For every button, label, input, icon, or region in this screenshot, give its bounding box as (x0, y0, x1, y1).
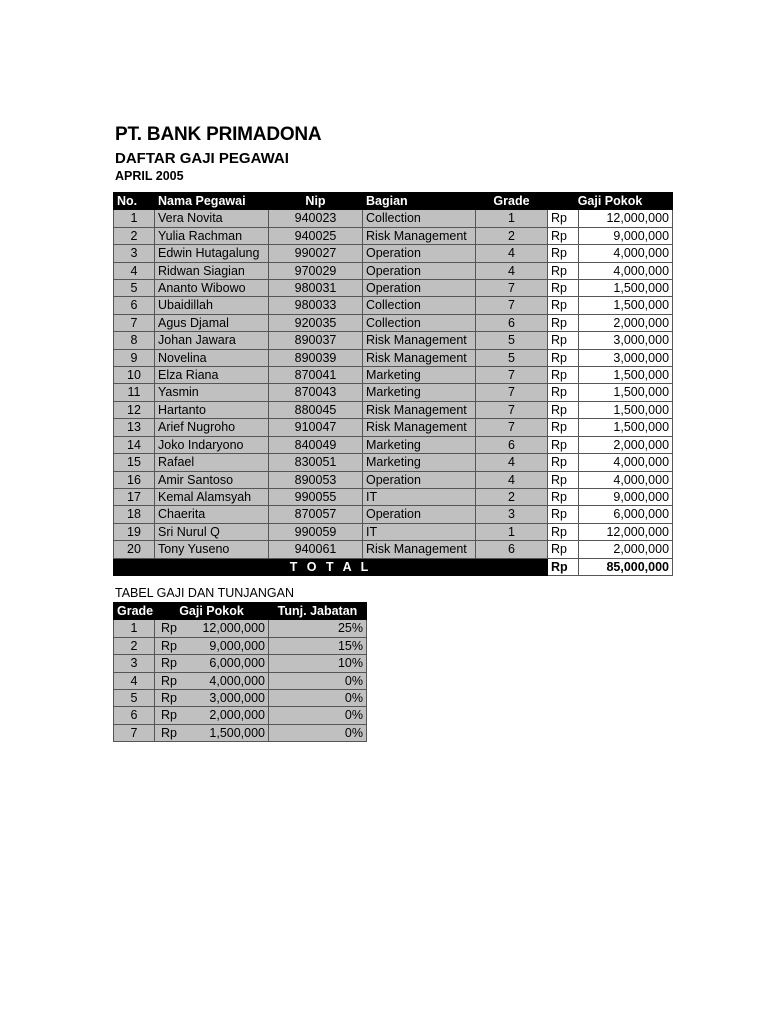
cell-currency: Rp (548, 436, 579, 453)
cell-dept: Risk Management (363, 419, 476, 436)
cell-dept: IT (363, 488, 476, 505)
cell-allowance: 0% (269, 672, 367, 689)
cell-currency: Rp (548, 419, 579, 436)
cell-salary: 12,000,000 (579, 210, 673, 227)
cell-nip: 890053 (269, 471, 363, 488)
cell-currency: Rp (548, 541, 579, 558)
cell-nip: 940025 (269, 227, 363, 244)
table-row (114, 419, 673, 436)
cell-dept: Operation (363, 262, 476, 279)
total-value: 85,000,000 (579, 558, 673, 575)
cell-salary: 1,500,000 (579, 401, 673, 418)
cell-no: 5 (114, 280, 155, 297)
cell-nip: 990055 (269, 488, 363, 505)
grade-row (114, 724, 367, 741)
table-row (114, 506, 673, 523)
table-row (114, 314, 673, 331)
cell-no: 19 (114, 523, 155, 540)
cell-currency: Rp (548, 523, 579, 540)
grade-table-caption: TABEL GAJI DAN TUNJANGAN (115, 586, 294, 600)
cell-no: 14 (114, 436, 155, 453)
cell-currency: Rp (548, 384, 579, 401)
cell-name: Arief Nugroho (155, 419, 269, 436)
table-row (114, 471, 673, 488)
cell-no: 1 (114, 210, 155, 227)
cell-nip: 880045 (269, 401, 363, 418)
table-row (114, 401, 673, 418)
grade-table-header (114, 603, 367, 620)
cell-salary: 4,000,000 (579, 471, 673, 488)
cell-currency: Rp (548, 367, 579, 384)
cell-salary-value: 1,500,000 (209, 725, 265, 740)
cell-salary: 3,000,000 (579, 332, 673, 349)
cell-currency: Rp (548, 401, 579, 418)
cell-name: Kemal Alamsyah (155, 488, 269, 505)
cell-grade: 4 (476, 262, 548, 279)
cell-name: Novelina (155, 349, 269, 366)
cell-nip: 940061 (269, 541, 363, 558)
cell-grade: 5 (114, 690, 155, 707)
table-row (114, 227, 673, 244)
cell-currency: Rp (548, 332, 579, 349)
cell-dept: Marketing (363, 436, 476, 453)
cell-grade: 4 (114, 672, 155, 689)
cell-salary-value: 6,000,000 (209, 656, 265, 671)
table-row (114, 488, 673, 505)
cell-grade: 7 (476, 401, 548, 418)
cell-grade: 4 (476, 454, 548, 471)
cell-currency: Rp (548, 297, 579, 314)
cell-currency: Rp (548, 488, 579, 505)
grade-row (114, 672, 367, 689)
cell-currency: Rp (161, 621, 177, 636)
period-label: APRIL 2005 (115, 169, 184, 183)
cell-no: 12 (114, 401, 155, 418)
cell-name: Hartanto (155, 401, 269, 418)
cell-grade: 2 (476, 227, 548, 244)
cell-salary (155, 672, 269, 689)
cell-salary: 1,500,000 (579, 384, 673, 401)
cell-grade: 1 (476, 210, 548, 227)
cell-dept: Risk Management (363, 332, 476, 349)
table-row (114, 349, 673, 366)
cell-grade: 5 (476, 332, 548, 349)
cell-salary: 1,500,000 (579, 419, 673, 436)
cell-grade: 7 (476, 384, 548, 401)
cell-grade: 6 (476, 436, 548, 453)
cell-dept: Risk Management (363, 349, 476, 366)
cell-nip: 970029 (269, 262, 363, 279)
cell-currency: Rp (548, 454, 579, 471)
header-name: Nama Pegawai (155, 193, 269, 210)
grade-row (114, 637, 367, 654)
cell-nip: 870057 (269, 506, 363, 523)
cell-salary: 3,000,000 (579, 349, 673, 366)
cell-name: Yulia Rachman (155, 227, 269, 244)
cell-grade: 7 (476, 367, 548, 384)
cell-dept: Operation (363, 506, 476, 523)
cell-allowance: 0% (269, 707, 367, 724)
cell-currency: Rp (548, 506, 579, 523)
cell-grade: 7 (476, 419, 548, 436)
cell-currency: Rp (548, 314, 579, 331)
table-row (114, 523, 673, 540)
cell-grade: 3 (476, 506, 548, 523)
cell-salary: 9,000,000 (579, 227, 673, 244)
cell-dept: Collection (363, 297, 476, 314)
header-no: No. (114, 193, 155, 210)
cell-currency: Rp (161, 673, 177, 688)
cell-allowance: 25% (269, 620, 367, 637)
cell-name: Tony Yuseno (155, 541, 269, 558)
cell-grade: 3 (114, 655, 155, 672)
total-label: T O T A L (114, 558, 548, 575)
cell-grade: 1 (476, 523, 548, 540)
cell-salary: 4,000,000 (579, 262, 673, 279)
cell-no: 7 (114, 314, 155, 331)
header-allowance: Tunj. Jabatan (269, 603, 367, 620)
cell-salary: 4,000,000 (579, 245, 673, 262)
cell-nip: 990059 (269, 523, 363, 540)
cell-dept: Risk Management (363, 401, 476, 418)
cell-grade: 4 (476, 245, 548, 262)
cell-name: Ananto Wibowo (155, 280, 269, 297)
cell-name: Sri Nurul Q (155, 523, 269, 540)
cell-salary: 4,000,000 (579, 454, 673, 471)
cell-dept: Marketing (363, 454, 476, 471)
header-dept: Bagian (363, 193, 476, 210)
cell-salary (155, 690, 269, 707)
table-row (114, 384, 673, 401)
cell-dept: Operation (363, 245, 476, 262)
cell-grade: 6 (476, 314, 548, 331)
cell-nip: 870043 (269, 384, 363, 401)
cell-dept: Collection (363, 210, 476, 227)
cell-dept: IT (363, 523, 476, 540)
cell-no: 9 (114, 349, 155, 366)
cell-name: Joko Indaryono (155, 436, 269, 453)
cell-no: 20 (114, 541, 155, 558)
cell-nip: 920035 (269, 314, 363, 331)
cell-salary: 2,000,000 (579, 541, 673, 558)
cell-salary: 9,000,000 (579, 488, 673, 505)
cell-salary-value: 9,000,000 (209, 638, 265, 653)
grade-row (114, 690, 367, 707)
cell-currency: Rp (548, 349, 579, 366)
cell-currency: Rp (161, 656, 177, 671)
cell-currency: Rp (548, 210, 579, 227)
cell-salary: 2,000,000 (579, 314, 673, 331)
cell-dept: Marketing (363, 384, 476, 401)
cell-currency: Rp (548, 471, 579, 488)
cell-dept: Operation (363, 280, 476, 297)
cell-nip: 940023 (269, 210, 363, 227)
cell-no: 3 (114, 245, 155, 262)
cell-no: 15 (114, 454, 155, 471)
cell-no: 2 (114, 227, 155, 244)
header-grade: Grade (114, 603, 155, 620)
cell-salary: 1,500,000 (579, 297, 673, 314)
table-row (114, 367, 673, 384)
cell-salary (155, 637, 269, 654)
company-title: PT. BANK PRIMADONA (115, 124, 322, 145)
grade-row (114, 707, 367, 724)
cell-grade: 6 (476, 541, 548, 558)
cell-salary (155, 620, 269, 637)
cell-nip: 870041 (269, 367, 363, 384)
cell-salary-value: 12,000,000 (202, 621, 265, 636)
cell-grade: 7 (476, 280, 548, 297)
cell-no: 11 (114, 384, 155, 401)
cell-dept: Collection (363, 314, 476, 331)
cell-dept: Marketing (363, 367, 476, 384)
total-row (114, 558, 673, 575)
cell-currency: Rp (161, 691, 177, 706)
cell-dept: Operation (363, 471, 476, 488)
cell-grade: 4 (476, 471, 548, 488)
table-row (114, 210, 673, 227)
grade-row (114, 620, 367, 637)
header-nip: Nip (269, 193, 363, 210)
cell-no: 16 (114, 471, 155, 488)
cell-salary (155, 655, 269, 672)
cell-grade: 2 (476, 488, 548, 505)
table-row (114, 541, 673, 558)
table-row (114, 332, 673, 349)
cell-salary: 12,000,000 (579, 523, 673, 540)
cell-salary-value: 3,000,000 (209, 691, 265, 706)
cell-currency: Rp (548, 262, 579, 279)
cell-allowance: 15% (269, 637, 367, 654)
table-row (114, 454, 673, 471)
cell-dept: Risk Management (363, 541, 476, 558)
cell-grade: 1 (114, 620, 155, 637)
cell-allowance: 0% (269, 690, 367, 707)
cell-name: Vera Novita (155, 210, 269, 227)
cell-nip: 910047 (269, 419, 363, 436)
document-subtitle: DAFTAR GAJI PEGAWAI (115, 150, 289, 167)
cell-currency: Rp (161, 725, 177, 740)
cell-salary (155, 724, 269, 741)
salary-table-header (114, 193, 673, 210)
cell-no: 10 (114, 367, 155, 384)
cell-name: Agus Djamal (155, 314, 269, 331)
cell-salary-value: 2,000,000 (209, 708, 265, 723)
grade-allowance-table (113, 602, 367, 742)
cell-currency: Rp (548, 280, 579, 297)
cell-salary (155, 707, 269, 724)
header-salary: Gaji Pokok (155, 603, 269, 620)
cell-name: Rafael (155, 454, 269, 471)
cell-grade: 7 (476, 297, 548, 314)
cell-no: 8 (114, 332, 155, 349)
salary-table (113, 192, 673, 576)
cell-nip: 890039 (269, 349, 363, 366)
table-row (114, 245, 673, 262)
cell-name: Johan Jawara (155, 332, 269, 349)
cell-nip: 830051 (269, 454, 363, 471)
cell-allowance: 0% (269, 724, 367, 741)
cell-no: 4 (114, 262, 155, 279)
cell-nip: 840049 (269, 436, 363, 453)
header-salary: Gaji Pokok (548, 193, 673, 210)
cell-currency: Rp (161, 708, 177, 723)
cell-grade: 2 (114, 637, 155, 654)
cell-nip: 890037 (269, 332, 363, 349)
total-currency: Rp (548, 558, 579, 575)
cell-grade: 6 (114, 707, 155, 724)
cell-name: Edwin Hutagalung (155, 245, 269, 262)
cell-no: 17 (114, 488, 155, 505)
header-grade: Grade (476, 193, 548, 210)
cell-currency: Rp (548, 245, 579, 262)
cell-grade: 7 (114, 724, 155, 741)
cell-salary: 6,000,000 (579, 506, 673, 523)
cell-dept: Risk Management (363, 227, 476, 244)
cell-nip: 990027 (269, 245, 363, 262)
cell-salary: 1,500,000 (579, 367, 673, 384)
cell-no: 13 (114, 419, 155, 436)
table-row (114, 297, 673, 314)
cell-nip: 980031 (269, 280, 363, 297)
cell-no: 18 (114, 506, 155, 523)
cell-grade: 5 (476, 349, 548, 366)
table-row (114, 280, 673, 297)
cell-name: Chaerita (155, 506, 269, 523)
cell-no: 6 (114, 297, 155, 314)
cell-salary-value: 4,000,000 (209, 673, 265, 688)
table-row (114, 436, 673, 453)
cell-name: Elza Riana (155, 367, 269, 384)
cell-salary: 1,500,000 (579, 280, 673, 297)
cell-name: Ubaidillah (155, 297, 269, 314)
cell-name: Amir Santoso (155, 471, 269, 488)
cell-currency: Rp (161, 638, 177, 653)
grade-row (114, 655, 367, 672)
cell-name: Yasmin (155, 384, 269, 401)
cell-allowance: 10% (269, 655, 367, 672)
table-row (114, 262, 673, 279)
cell-nip: 980033 (269, 297, 363, 314)
cell-salary: 2,000,000 (579, 436, 673, 453)
cell-name: Ridwan Siagian (155, 262, 269, 279)
cell-currency: Rp (548, 227, 579, 244)
